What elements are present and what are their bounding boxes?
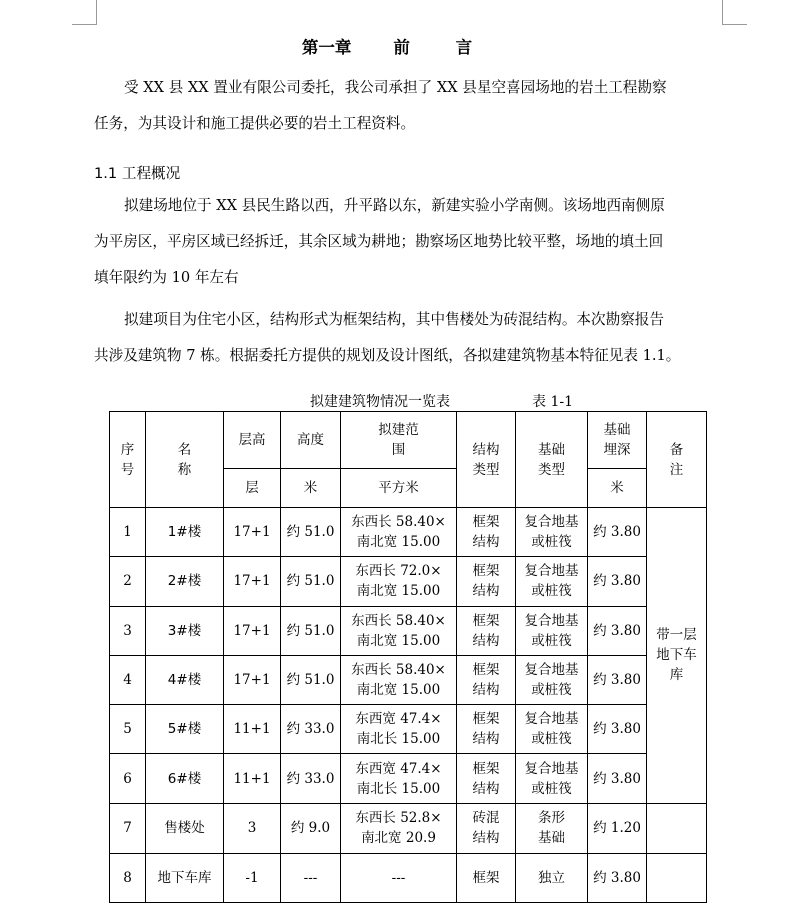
- cell-depth: 约 3.80: [588, 705, 647, 754]
- cell-structure-line-2: 结构: [472, 731, 500, 748]
- header-name: 名称: [146, 412, 224, 508]
- cell-foundation-line-1: 复合地基: [524, 514, 579, 531]
- table-row: [110, 508, 707, 557]
- cell-name: 4#楼: [146, 655, 224, 704]
- cell-floors: 11+1: [224, 754, 281, 803]
- cell-scope-line-1: 东西长 52.8×: [355, 810, 442, 827]
- cell-remark-merged: 带一层地下车库: [647, 508, 707, 804]
- cell-foundation-line-1: 复合地基: [524, 711, 579, 728]
- table-row: [110, 803, 707, 853]
- cell-remark: [647, 803, 707, 853]
- table-caption-title: 拟建建筑物情况一览表: [310, 394, 450, 410]
- cell-height: 约 9.0: [281, 803, 341, 853]
- cell-depth: 约 3.80: [588, 655, 647, 704]
- header-height: 高度: [281, 412, 341, 469]
- cell-name: 2#楼: [146, 557, 224, 606]
- cell-structure: [457, 853, 516, 902]
- cell-foundation-line-2: 或桩筏: [531, 632, 572, 649]
- cell-floors: 11+1: [224, 705, 281, 754]
- header-structure: 结构类型: [457, 412, 516, 508]
- table-caption-number: 表 1-1: [532, 394, 573, 410]
- cell-foundation: [516, 606, 588, 655]
- cell-no: 8: [110, 853, 146, 902]
- cell-scope-line-1: ---: [391, 869, 406, 886]
- unit-floors: 层: [224, 469, 281, 508]
- cell-no: 4: [110, 655, 146, 704]
- cell-scope-line-2: 南北宽 15.00: [356, 583, 441, 600]
- cell-structure-line-2: 结构: [472, 583, 500, 600]
- cell-floors: 17+1: [224, 606, 281, 655]
- cell-foundation-line-2: 或桩筏: [531, 534, 572, 551]
- cell-height: ---: [281, 853, 341, 902]
- cell-foundation: [516, 705, 588, 754]
- table-header-row: [110, 412, 707, 469]
- cell-scope: [341, 803, 457, 853]
- cell-foundation-line-1: 复合地基: [524, 612, 579, 629]
- table-row: [110, 655, 707, 704]
- cell-floors: 17+1: [224, 557, 281, 606]
- cell-no: 3: [110, 606, 146, 655]
- cell-structure-line-2: 结构: [472, 830, 500, 847]
- cell-structure: [457, 803, 516, 853]
- cell-structure-line-2: 结构: [472, 534, 500, 551]
- cell-foundation-line-2: 或桩筏: [531, 682, 572, 699]
- cell-name: 3#楼: [146, 606, 224, 655]
- para1-line-3: 填年限约为 10 年左右: [94, 269, 239, 286]
- overview-paragraph-1: [94, 188, 724, 296]
- cell-scope-line-2: 南北宽 15.00: [356, 632, 441, 649]
- header-no: 序号: [110, 412, 146, 508]
- cell-structure-line-1: 框架: [472, 711, 500, 728]
- cell-no: 7: [110, 803, 146, 853]
- cell-scope-line-1: 东西长 58.40×: [351, 612, 446, 629]
- header-floors: 层高: [224, 412, 281, 469]
- cell-structure: [457, 705, 516, 754]
- cell-foundation-line-1: 条形: [538, 810, 565, 827]
- cell-structure-line-2: 结构: [472, 682, 500, 699]
- overview-paragraph-2: [94, 302, 724, 374]
- table-row: [110, 853, 707, 902]
- cell-scope-line-1: 东西宽 47.4×: [355, 760, 442, 777]
- table-row: [110, 754, 707, 803]
- cell-scope: [341, 853, 457, 902]
- cell-scope-line-1: 东西长 72.0×: [355, 563, 442, 580]
- cell-scope-line-2: 南北宽 20.9: [361, 830, 436, 847]
- cell-scope-line-2: 南北长 15.00: [356, 780, 441, 797]
- cell-name: 地下车库: [146, 853, 224, 902]
- chapter-label: 第一章: [301, 38, 352, 57]
- para1-line-1: 拟建场地位于 XX 县民生路以西，升平路以东，新建实验小学南侧。该场地西南侧原: [124, 197, 665, 214]
- cell-structure: [457, 557, 516, 606]
- cell-height: 约 51.0: [281, 655, 341, 704]
- cell-name: 售楼处: [146, 803, 224, 853]
- section-heading: 1.1 工程概况: [94, 165, 181, 182]
- cell-scope: [341, 508, 457, 557]
- cell-no: 6: [110, 754, 146, 803]
- cell-depth: 约 1.20: [588, 803, 647, 853]
- cell-foundation-line-1: 独立: [538, 869, 565, 886]
- para2-line-1: 拟建项目为住宅小区，结构形式为框架结构，其中售楼处为砖混结构。本次勘察报告: [124, 311, 664, 328]
- cell-height: 约 33.0: [281, 705, 341, 754]
- table-row: [110, 557, 707, 606]
- header-foundation: 基础类型: [516, 412, 588, 508]
- cell-structure-line-2: 结构: [472, 632, 500, 649]
- unit-height: 米: [281, 469, 341, 508]
- cell-foundation-line-1: 复合地基: [524, 760, 579, 777]
- cell-height: 约 51.0: [281, 557, 341, 606]
- cell-foundation-line-2: 或桩筏: [531, 780, 572, 797]
- cell-height: 约 33.0: [281, 754, 341, 803]
- header-depth: 基础埋深: [588, 412, 647, 469]
- cell-foundation-line-1: 复合地基: [524, 662, 579, 679]
- cell-structure: [457, 606, 516, 655]
- cell-no: 2: [110, 557, 146, 606]
- cell-scope-line-2: 南北宽 15.00: [356, 682, 441, 699]
- building-table: [109, 411, 707, 903]
- cell-no: 5: [110, 705, 146, 754]
- cell-structure-line-2: 结构: [472, 780, 500, 797]
- cell-depth: 约 3.80: [588, 508, 647, 557]
- intro-line-1: 受 XX 县 XX 置业有限公司委托，我公司承担了 XX 县星空喜园场地的岩土工程勘察: [124, 79, 667, 96]
- cell-structure: [457, 754, 516, 803]
- cell-floors: 17+1: [224, 508, 281, 557]
- cell-foundation-line-1: 复合地基: [524, 563, 579, 580]
- cell-name: 5#楼: [146, 705, 224, 754]
- cell-foundation-line-2: 基础: [538, 830, 565, 847]
- cell-foundation: [516, 655, 588, 704]
- cell-structure-line-1: 框架: [472, 662, 500, 679]
- unit-depth: 米: [588, 469, 647, 508]
- cell-floors: 17+1: [224, 655, 281, 704]
- cell-name: 1#楼: [146, 508, 224, 557]
- page-corner-mark-top-left: [72, 0, 97, 25]
- cell-scope-line-1: 东西长 58.40×: [351, 662, 446, 679]
- cell-foundation: [516, 508, 588, 557]
- cell-remark: [647, 853, 707, 902]
- cell-scope-line-2: 南北宽 15.00: [356, 534, 441, 551]
- cell-scope: [341, 557, 457, 606]
- cell-floors: -1: [224, 853, 281, 902]
- cell-height: 约 51.0: [281, 606, 341, 655]
- cell-structure-line-1: 框架: [472, 563, 500, 580]
- intro-paragraph: [94, 70, 724, 142]
- cell-scope: [341, 754, 457, 803]
- header-remark: 备注: [647, 412, 707, 508]
- para1-line-2: 为平房区，平房区域已经拆迁，其余区域为耕地；勘察场区地势比较平整，场地的填土回: [94, 233, 664, 250]
- chapter-title: [0, 34, 794, 58]
- cell-structure-line-1: 框架: [472, 514, 500, 531]
- cell-depth: 约 3.80: [588, 557, 647, 606]
- cell-no: 1: [110, 508, 146, 557]
- cell-foundation: [516, 557, 588, 606]
- cell-depth: 约 3.80: [588, 853, 647, 902]
- cell-structure: [457, 508, 516, 557]
- cell-foundation-line-2: 或桩筏: [531, 583, 572, 600]
- header-scope: 拟建范围: [341, 412, 457, 469]
- cell-foundation-line-2: 或桩筏: [531, 731, 572, 748]
- cell-depth: 约 3.80: [588, 754, 647, 803]
- cell-structure-line-1: 框架: [472, 612, 500, 629]
- cell-name: 6#楼: [146, 754, 224, 803]
- unit-scope: 平方米: [341, 469, 457, 508]
- cell-foundation: [516, 853, 588, 902]
- cell-structure-line-1: 框架: [472, 869, 500, 886]
- chapter-name: 前 言: [393, 38, 493, 57]
- cell-floors: 3: [224, 803, 281, 853]
- table-row: [110, 705, 707, 754]
- cell-depth: 约 3.80: [588, 606, 647, 655]
- page-corner-mark-top-right: [722, 0, 747, 25]
- cell-scope-line-1: 东西宽 47.4×: [355, 711, 442, 728]
- cell-scope: [341, 606, 457, 655]
- cell-structure-line-1: 框架: [472, 760, 500, 777]
- cell-foundation: [516, 754, 588, 803]
- cell-height: 约 51.0: [281, 508, 341, 557]
- cell-scope: [341, 705, 457, 754]
- cell-structure-line-1: 砖混: [472, 810, 500, 827]
- cell-structure: [457, 655, 516, 704]
- cell-scope-line-1: 东西长 58.40×: [351, 514, 446, 531]
- cell-scope-line-2: 南北长 15.00: [356, 731, 441, 748]
- intro-line-2: 任务，为其设计和施工提供必要的岩土工程资料。: [94, 115, 416, 132]
- table-row: [110, 606, 707, 655]
- cell-foundation: [516, 803, 588, 853]
- para2-line-2: 共涉及建筑物 7 栋。根据委托方提供的规划及设计图纸，各拟建建筑物基本特征见表 1.1。: [94, 347, 681, 364]
- cell-scope: [341, 655, 457, 704]
